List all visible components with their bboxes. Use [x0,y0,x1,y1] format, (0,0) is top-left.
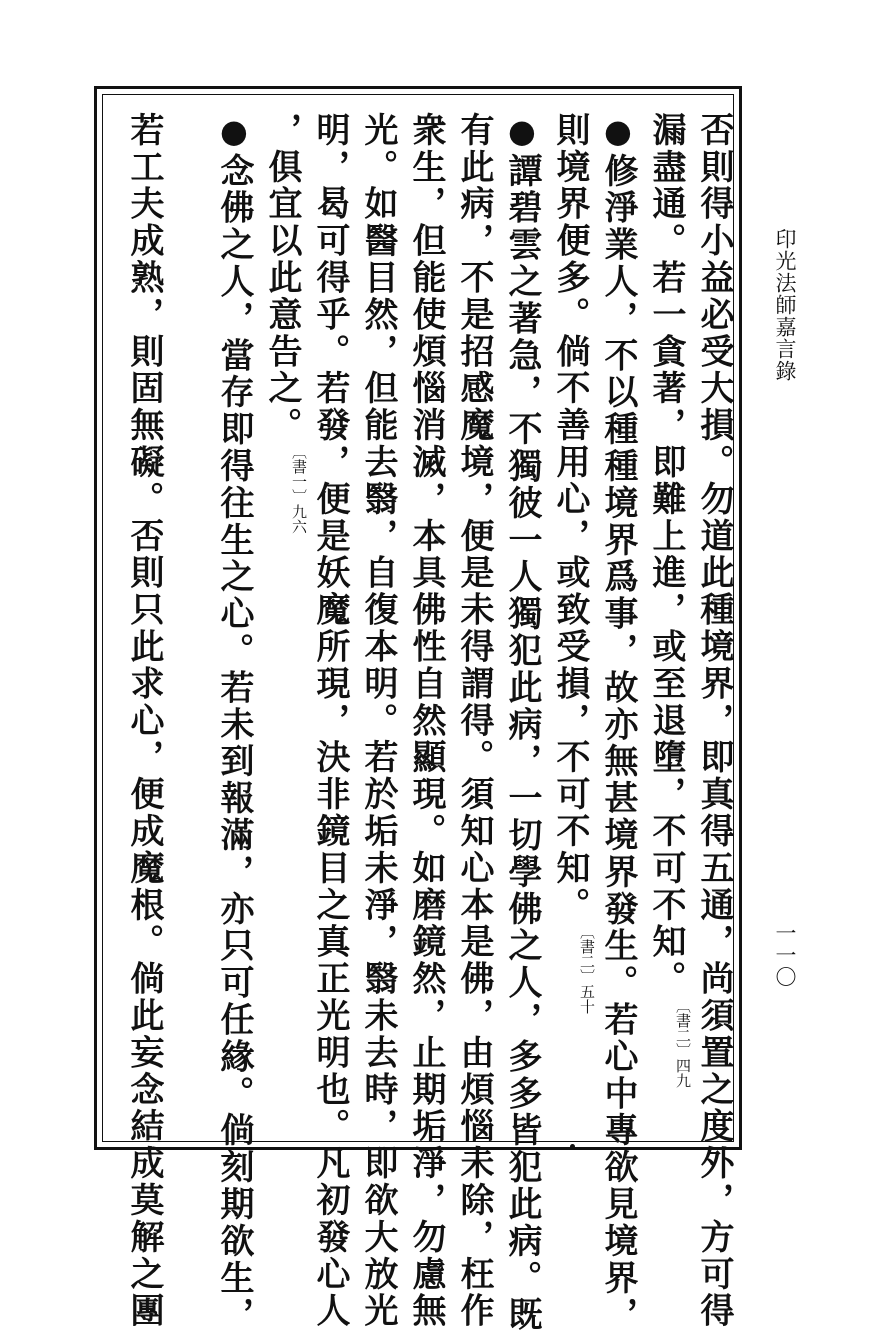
bullet-icon: ● [215,112,253,153]
column-text: 修淨業人，不以種種境界爲事，故亦無甚境界發生。若心中專欲見境界， [598,152,638,1334]
page-mark-dot [570,1144,575,1149]
column-text: 光。如醫目然，但能去翳，自復本明。若於垢未淨，翳未去時，即欲大放光 [358,112,398,1330]
column-text: 衆生，但能使煩惱消滅，本具佛性自然顯現。如磨鏡然，止期垢淨，勿慮無 [406,112,446,1330]
running-head-title: 印光法師嘉言錄 [773,228,797,382]
text-column [498,112,546,1334]
citation-note: 〔書一〕九六 [290,444,308,535]
column-text: 漏盡通。若一貪著，即難上進，或至退墮，不可不知。 [646,112,686,998]
column-text: 否則得小益必受大損。勿道此種境界，即真得五通，尚須置之度外，方可得 [694,112,734,1330]
citation-note: 〔書二〕四九 [674,997,692,1088]
text-column [402,112,450,1330]
text-column [354,112,402,1330]
column-text: ，俱宜以此意告之。 [262,112,302,445]
text-column [642,112,690,1088]
citation-note: 〔書二〕五十 [578,923,596,1014]
text-column [258,112,306,534]
bullet-icon: ● [599,112,637,153]
text-column [210,112,258,1334]
page-number: 一一〇 [773,922,797,988]
bullet-icon: ● [503,112,541,153]
column-text: 有此病，不是招感魔境，便是未得謂得。須知心本是佛，由煩惱未除，枉作 [454,112,494,1330]
text-column [450,112,498,1330]
text-column [120,112,168,1330]
column-text: 念佛之人，當存即得往生之心。若未到報滿，亦只可任緣。倘刻期欲生， [214,152,254,1334]
text-column [546,112,594,1014]
column-text: 則境界便多。倘不善用心，或致受損，不可不知。 [550,112,590,924]
column-text: 若工夫成熟，則固無礙。否則只此求心，便成魔根。倘此妄念結成莫解之團 [124,112,164,1330]
text-column [306,112,354,1330]
column-text: 譚碧雲之著急，不獨彼一人獨犯此病，一切學佛之人，多多皆犯此病。既 [502,152,542,1334]
text-column [594,112,642,1334]
column-text: 明，曷可得乎。若發，便是妖魔所現，決非鏡目之真正光明也。凡初發心人 [310,112,350,1330]
text-column [690,112,738,1330]
